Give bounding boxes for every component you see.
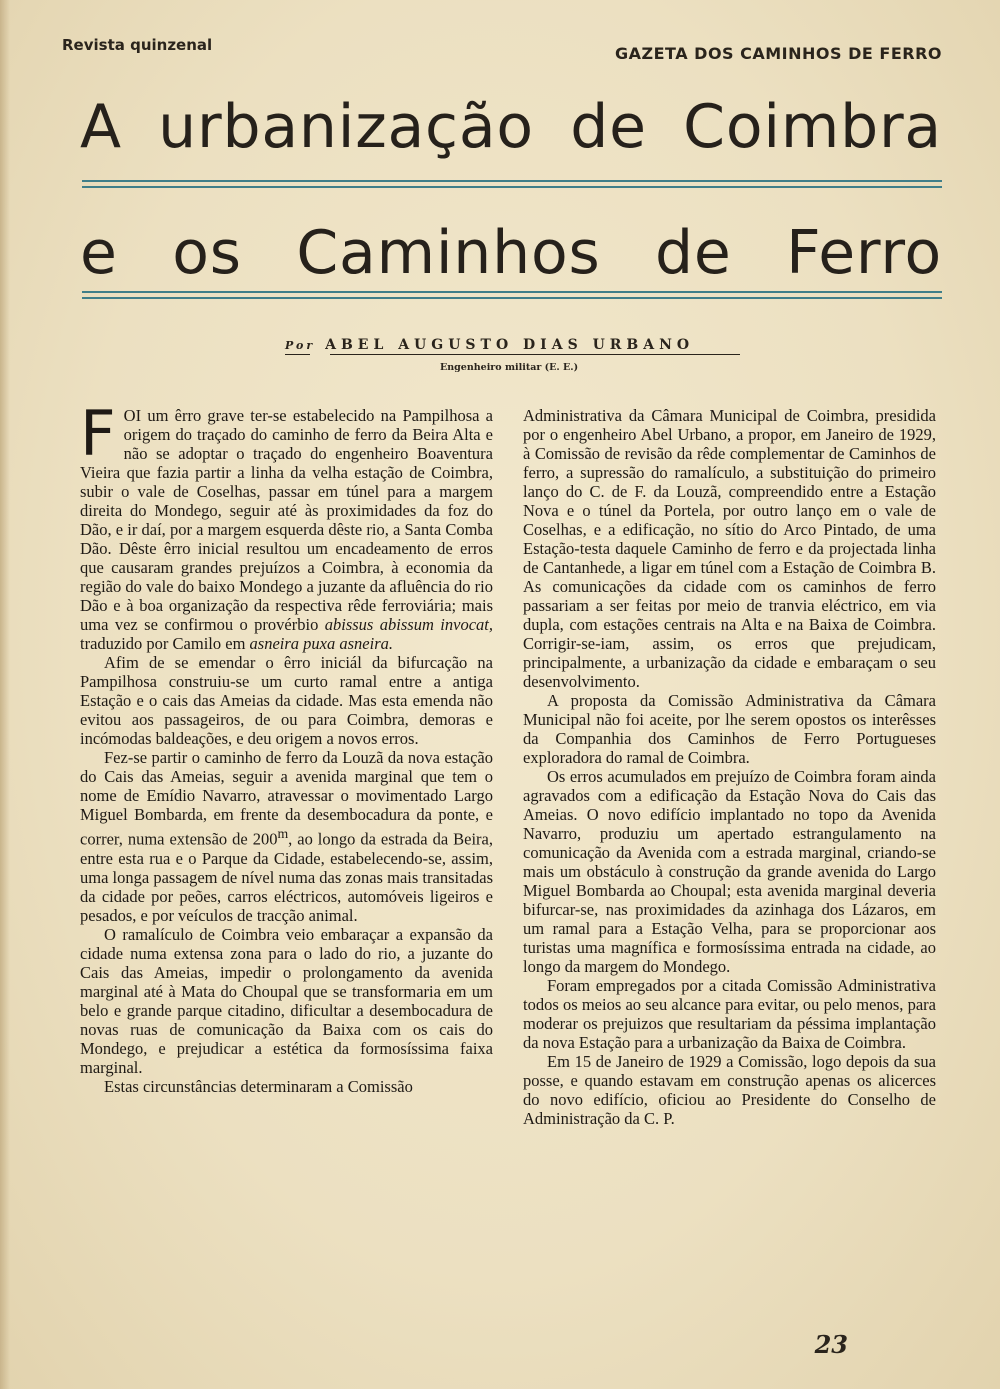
- paragraph: [80, 748, 493, 925]
- header-periodicity: Revista quinzenal: [62, 36, 213, 54]
- paragraph: [80, 397, 493, 653]
- paragraph-text: traduzido por Camilo em: [80, 634, 250, 653]
- page-number: 23: [814, 1330, 848, 1359]
- byline-author: ABEL AUGUSTO DIAS URBANO: [325, 337, 695, 353]
- paragraph: A proposta da Comissão Administrativa da Câmara Municipal não foi aceite, por lhe serem opostos os interêsses da Companhia dos Caminhos de Ferro Portugueses exploradora do ramal de Coimbra.: [523, 691, 936, 767]
- binding-edge: [0, 0, 10, 1389]
- title-rule: [82, 297, 942, 299]
- paragraph: Afim de se emendar o êrro iniciál da bifurcação na Pampilhosa construiu-se um curto ramal entre a antiga Estação e o cais das Ameias da cidade. Mas esta emenda não evitou aos passageiros, de ou para Coimbra, demoras e incómodas baldeações, e deu origem a novos erros.: [80, 653, 493, 748]
- title-rule: [82, 180, 942, 182]
- unit-superscript: m: [277, 826, 289, 841]
- latin-proverb: abissus abissum invocat,: [324, 615, 493, 634]
- paragraph: Em 15 de Janeiro de 1929 a Comissão, logo depois da sua posse, e quando estavam em construção apenas os alicerces do novo edifício, oficiou ao Presidente do Conselho de Administração da C. P.: [523, 1052, 936, 1128]
- paragraph: Foram empregados por a citada Comissão Administrativa todos os meios ao seu alcance para evitar, ou pelo menos, para moderar os prejuizos que resultariam da péssima implantação da nova Estação para a urbanização da Baixa de Coimbra.: [523, 976, 936, 1052]
- byline-rule: [330, 354, 740, 355]
- paragraph: Estas circunstâncias determinaram a Comissão: [104, 1076, 413, 1096]
- author-role: Engenheiro militar (E. E.): [440, 362, 579, 373]
- article-title-line-2: e os Caminhos de Ferro: [80, 218, 942, 288]
- paragraph-text: OI um êrro grave ter-se estabelecido na Pampilhosa a origem do traçado do caminho de ferro da Beira Alta e não se adoptar o traçado do engenheiro Boaventura Vieira que fazia partir a linha da velha estação de Coimbra, subir o vale de Coselhas, passar em túnel para a margem direita do Mondego, seguir até às proximidades da foz do Dão, e ir daí, por a margem esquerda dêste rio, a Santa Comba Dão. Dêste êrro inicial resultou um encadeamento de erros que causaram grandes prejuízos a Coimbra, à economia da região do vale do baixo Mondego a juzante da afluência do rio Dão e à boa organização da respectiva rêde ferroviária; mais uma vez se confirmou o provérbio: [80, 406, 493, 634]
- paragraph: Os erros acumulados em prejuízo de Coimbra foram ainda agravados com a edificação da Estação Nova do Cais das Ameias. O novo edifício implantado no topo da Avenida Navarro, produziu um apertado estrangulamento na comunicação da Avenida com a estrada marginal, criando-se mais um obstáculo à construção da grande avenida do Largo Miguel Bombarda ao Choupal; esta avenida marginal deveria bifurcar-se, nas proximidades da azinhaga dos Lázaros, em um ramal para a Estação Velha, para se proporcionar aos turistas uma magnífica e formosíssima entrada na cidade, ao longo da margem do Mondego.: [523, 767, 936, 976]
- paragraph-text: Fez-se partir o caminho de ferro da Louzã da nova estação do Cais das Ameias, seguir a avenida marginal que tem o nome de Emídio Navarro, atravessar o movimentado Largo Miguel Bombarda, em frente da desembocadura da ponte, e correr, numa extensão de 200: [80, 748, 493, 849]
- title-rule: [82, 291, 942, 293]
- paragraph: O ramalículo de Coimbra veio embaraçar a expansão da cidade numa extensa zona para o lado do rio, a juzante do Cais das Ameias, impedir o prolongamento da avenida marginal até à Mata do Choupal que se transformaria em um belo e grande parque citadino, dificultar a desembocadura de novas ruas de comunicação da Baixa com os cais do Mondego, e prejudicar a estética da formosíssima faixa marginal.: [80, 924, 493, 1077]
- byline-prefix: Por: [285, 339, 316, 352]
- title-rule: [82, 186, 942, 188]
- byline: [285, 337, 694, 353]
- article-column-left: [80, 397, 493, 1096]
- article-column-right: [523, 406, 936, 1128]
- byline-rule: [285, 354, 310, 355]
- drop-cap: F: [80, 397, 116, 470]
- header-publication: GAZETA DOS CAMINHOS DE FERRO: [614, 44, 942, 63]
- paragraph-text: , ao longo da estrada da Beira, entre esta rua e o Parque da Cidade, estabelecendo-se, assim, uma longa passagem de nível numa das zonas mais transitadas da cidade por peões, carros eléctricos, automóveis ligeiros e pesados, e por veículos de tracção animal.: [80, 829, 493, 925]
- paragraph: Administrativa da Câmara Municipal de Coimbra, presidida por o engenheiro Abel Urbano, a propor, em Janeiro de 1929, à Comissão de revisão da rêde complementar de Caminhos de ferro, a supressão do ramalículo, a substituição do primeiro lanço do C. de F. da Louzã, compreendido entre a Estação Nova e o túnel da Portela, por outro lanço em o vale de Coselhas, e a edificação, no sítio do Arco Pintado, de uma Estação-testa daquele Caminho de ferro e da projectada linha de Cantanhede, a ligar em túnel com a Estação de Coimbra B. As comunicações da cidade com os caminhos de ferro passariam a ser feitas por meio de tranvia eléctrico, em via dupla, com estações centrais na Alta e na Baixa de Coimbra. Corrigir-se-iam, assim, os erros que prejudicam, principalmente, a urbanização da cidade e embaraçam o seu desenvolvimento.: [523, 406, 936, 691]
- proverb-translation: asneira puxa asneira.: [249, 634, 393, 653]
- article-title-line-1: A urbanização de Coimbra: [80, 92, 942, 162]
